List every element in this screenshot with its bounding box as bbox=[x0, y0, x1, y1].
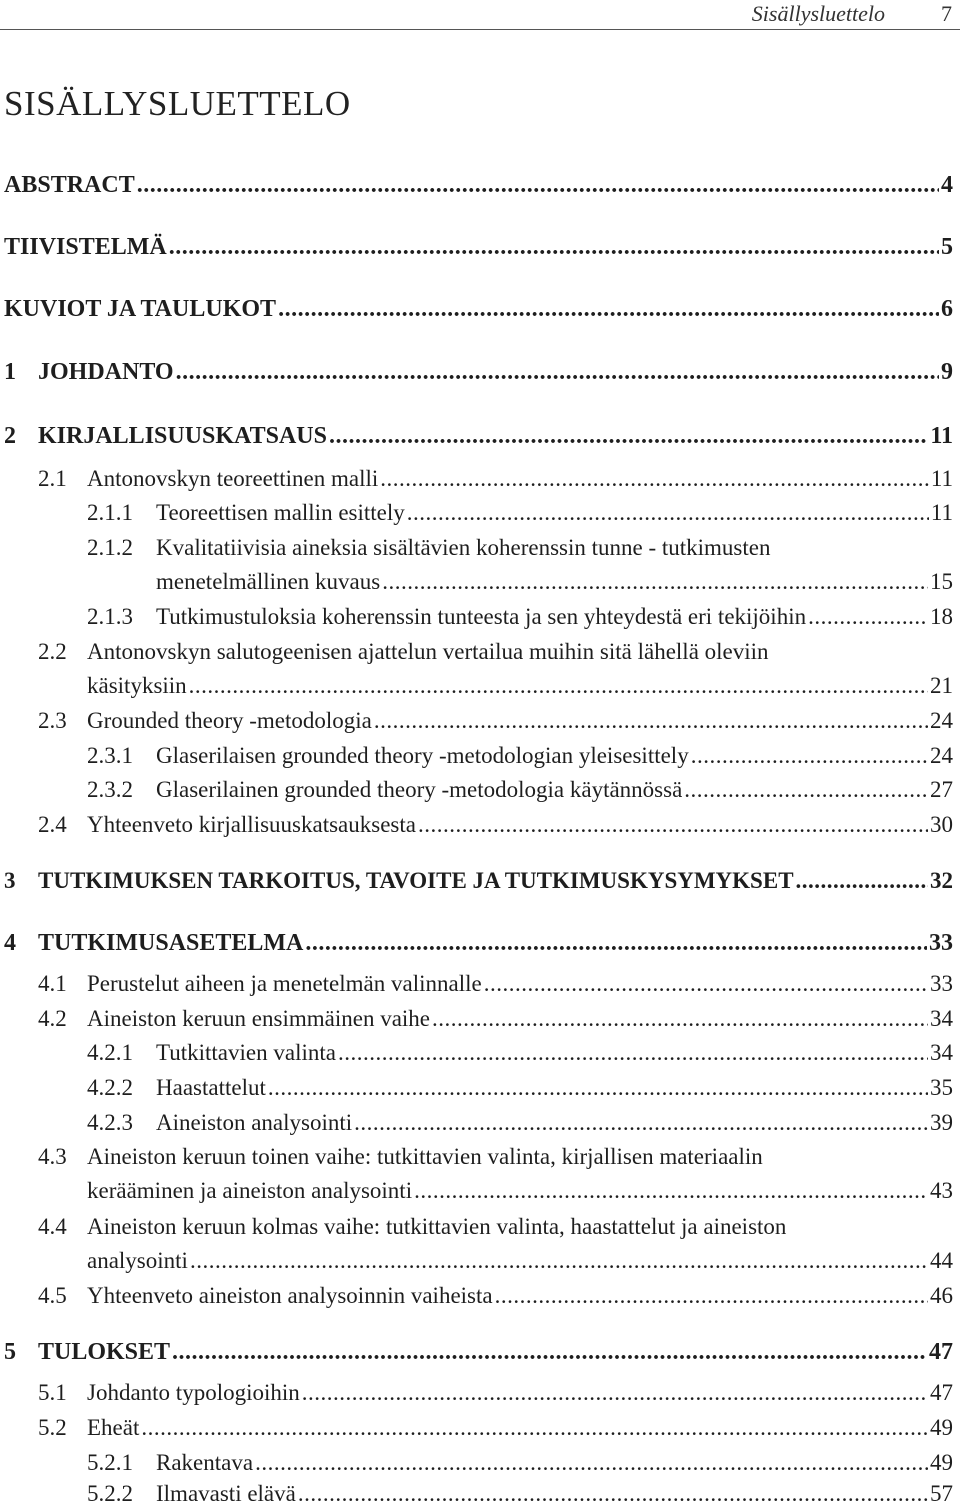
toc-entry-title-continued: analysointi bbox=[87, 1248, 188, 1273]
toc-entry-page: 34 bbox=[930, 1040, 953, 1065]
toc-entry-title: Johdanto typologioihin bbox=[87, 1380, 300, 1405]
toc-entry-number: 2.3.1 bbox=[87, 743, 133, 768]
toc-entry-title: TULOKSET bbox=[38, 1339, 171, 1365]
toc-entry-number: 2.1.1 bbox=[87, 500, 133, 525]
toc-entry-number: 2 bbox=[4, 423, 16, 449]
toc-entry-page: 24 bbox=[930, 708, 953, 733]
toc-entry-page: 49 bbox=[930, 1415, 953, 1440]
toc-entry-title: KIRJALLISUUSKATSAUS bbox=[38, 423, 327, 449]
toc-entry-title: JOHDANTO bbox=[38, 359, 174, 385]
header-rule bbox=[0, 29, 960, 30]
toc-entry-page: 15 bbox=[930, 569, 953, 594]
toc-entry-title: Aineiston keruun toinen vaihe: tutkittavien valinta, kirjallisen materiaalin bbox=[87, 1144, 763, 1169]
toc-entry-page: 33 bbox=[930, 971, 953, 996]
toc-entry-page: 33 bbox=[929, 930, 953, 956]
toc-entry-page: 11 bbox=[930, 423, 953, 449]
toc-entry-number: 4.2.3 bbox=[87, 1110, 133, 1135]
toc-entry-number: 2.4 bbox=[38, 812, 67, 837]
toc-entry-title-continued: menetelmällinen kuvaus bbox=[156, 569, 381, 594]
toc-entry-title: Yhteenveto kirjallisuuskatsauksesta bbox=[87, 812, 416, 837]
toc-entry-title: KUVIOT JA TAULUKOT bbox=[4, 296, 277, 322]
toc-entry-title: Grounded theory -metodologia bbox=[87, 708, 372, 733]
toc-entry-page: 49 bbox=[930, 1450, 953, 1475]
toc-entry-title: Tutkittavien valinta bbox=[156, 1040, 336, 1065]
toc-entry-number: 2.1.2 bbox=[87, 535, 133, 560]
toc-entry-page: 27 bbox=[930, 777, 953, 802]
toc-entry-number: 2.3 bbox=[38, 708, 67, 733]
toc-entry-title: Antonovskyn salutogeenisen ajattelun vertailua muihin sitä lähellä oleviin bbox=[87, 639, 769, 664]
toc-entry-page: 5 bbox=[941, 234, 953, 260]
toc-entry-number: 5.1 bbox=[38, 1380, 67, 1405]
toc-entry-title: Perustelut aiheen ja menetelmän valinnalle bbox=[87, 971, 482, 996]
toc-title: SISÄLLYSLUETTELO bbox=[4, 84, 351, 123]
toc-entry-title: Rakentava bbox=[156, 1450, 254, 1475]
toc-entry-page: 44 bbox=[930, 1248, 953, 1273]
toc-entry-number: 4.5 bbox=[38, 1283, 67, 1308]
toc-entry-number: 2.2 bbox=[38, 639, 67, 664]
toc-entry-number: 5.2.1 bbox=[87, 1450, 133, 1475]
toc-entry-title-continued: käsityksiin bbox=[87, 673, 187, 698]
toc-entry-title: Ilmavasti elävä bbox=[156, 1481, 296, 1506]
toc-entry-number: 2.1 bbox=[38, 466, 67, 491]
toc-entry-page: 21 bbox=[930, 673, 953, 698]
toc-entry-page: 30 bbox=[930, 812, 953, 837]
toc-entry-title: Glaserilainen grounded theory -metodologia käytännössä bbox=[156, 777, 683, 802]
toc-entry-page: 47 bbox=[930, 1380, 953, 1405]
toc-entry-page: 46 bbox=[930, 1283, 953, 1308]
running-header-title: Sisällysluettelo bbox=[751, 1, 885, 26]
toc-entry-title: Tutkimustuloksia koherenssin tunteesta ja sen yhteydestä eri tekijöihin bbox=[156, 604, 807, 629]
toc-entry-number: 5.2.2 bbox=[87, 1481, 133, 1506]
toc-entry-page: 35 bbox=[930, 1075, 953, 1100]
toc-entry-title: Aineiston analysointi bbox=[156, 1110, 353, 1135]
toc-entry-title: Kvalitatiivisia aineksia sisältävien koherenssin tunne - tutkimusten bbox=[156, 535, 771, 560]
toc-entry-number: 4.3 bbox=[38, 1144, 67, 1169]
toc-entry-page: 34 bbox=[930, 1006, 953, 1031]
toc-entry-title: Eheät bbox=[87, 1415, 140, 1440]
toc-entry-page: 43 bbox=[930, 1178, 953, 1203]
toc-entry-title-continued: kerääminen ja aineiston analysointi bbox=[87, 1178, 413, 1203]
toc-entry-number: 5.2 bbox=[38, 1415, 67, 1440]
toc-entry-title: TUTKIMUSASETELMA bbox=[38, 930, 304, 956]
toc-entry-page: 47 bbox=[929, 1339, 953, 1365]
toc-entry-page: 18 bbox=[930, 604, 953, 629]
toc-entry-page: 32 bbox=[930, 868, 953, 893]
toc-entry-page: 9 bbox=[941, 359, 953, 385]
toc-entry-title: TUTKIMUKSEN TARKOITUS, TAVOITE JA TUTKIMUSKYSYMYKSET bbox=[38, 868, 794, 893]
toc-entry-number: 2.1.3 bbox=[87, 604, 133, 629]
toc-entry-number: 2.3.2 bbox=[87, 777, 133, 802]
toc-entry-number: 5 bbox=[4, 1339, 16, 1365]
toc-entry-title: Aineiston keruun kolmas vaihe: tutkittavien valinta, haastattelut ja aineiston bbox=[87, 1214, 787, 1239]
toc-entry-number: 4.1 bbox=[38, 971, 67, 996]
toc-entry-page: 6 bbox=[941, 296, 953, 322]
toc-entry-title: Glaserilaisen grounded theory -metodologian yleisesittely bbox=[156, 743, 689, 768]
toc-entry-number: 4.4 bbox=[38, 1214, 67, 1239]
toc-entry-number: 4.2.1 bbox=[87, 1040, 133, 1065]
toc-entry-title: TIIVISTELMÄ bbox=[4, 234, 167, 260]
toc-entry-title: Haastattelut bbox=[156, 1075, 266, 1100]
toc-entry-page: 24 bbox=[930, 743, 953, 768]
toc-entry-title: Teoreettisen mallin esittely bbox=[156, 500, 405, 525]
toc-entry-page: 57 bbox=[930, 1481, 953, 1506]
toc-entry-number: 4 bbox=[4, 930, 16, 956]
toc-entry-number: 4.2 bbox=[38, 1006, 67, 1031]
toc-entry-page: 11 bbox=[930, 500, 953, 525]
toc-entry-title: Aineiston keruun ensimmäinen vaihe bbox=[87, 1006, 431, 1031]
toc-entry-page: 4 bbox=[941, 172, 953, 198]
toc-entry-title: Antonovskyn teoreettinen malli bbox=[87, 466, 379, 491]
toc-entry-page: 11 bbox=[930, 466, 953, 491]
running-header bbox=[0, 0, 960, 30]
toc-entry-number: 1 bbox=[4, 359, 16, 385]
toc-entry-page: 39 bbox=[930, 1110, 953, 1135]
toc-entry-title: Yhteenveto aineiston analysoinnin vaiheista bbox=[87, 1283, 493, 1308]
toc-entry-title: ABSTRACT bbox=[4, 172, 135, 198]
toc-entry-number: 3 bbox=[4, 868, 16, 893]
running-header-page-number: 7 bbox=[941, 1, 952, 26]
toc-entry-number: 4.2.2 bbox=[87, 1075, 133, 1100]
